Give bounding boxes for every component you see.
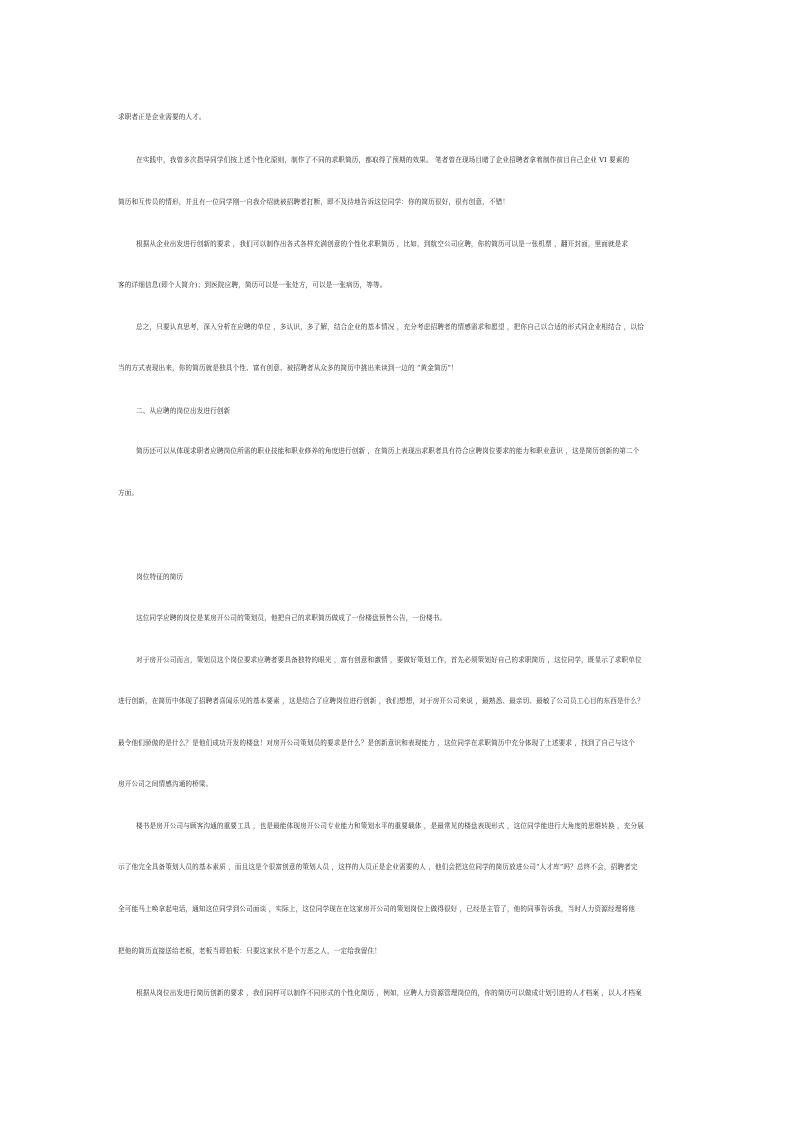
- paragraph-line: 方面。: [118, 489, 139, 497]
- paragraph-line: 求职者正是企业需要的人才。: [118, 113, 206, 121]
- paragraph-line: 简历和互传员的情形，并且有一位同学刚一自我介绍就被招聘者打断，即不及待地告诉这位同学：你的简历很好，很有创意，不错！: [118, 198, 510, 206]
- paragraph-line: 楼书是房开公司与顾客沟通的重要工具 ，也是最能体现房开公司专业能力和策划水平的重要载体 ，是最常见的楼盘表现形式 ，这位同学能进行大角度的思维转换 ，充分展: [136, 822, 645, 830]
- paragraph-line: 对于房开公司而言，策划员这个岗位要求应聘者要具备独特的眼光 ，富有创意和激情 ，要做好策划工作，首先必须策划好自己的求职简历 ，这位同学，既显示了求职单位: [136, 656, 642, 664]
- paragraph-line: 在实践中，我曾多次指导同学们按上述个性化原则，制作了不同的求职简历，都取得了预期的效果。 笔者曾在现场目睹了企业招聘者拿着制作前目自己企业 VI 要素的: [136, 156, 630, 164]
- paragraph-line: 这位同学应聘的岗位是某房开公司的策划员，他把自己的求职简历做成了一份楼盘预售公告，一份楼书。: [136, 614, 447, 622]
- paragraph-line: 房开公司之间情感沟通的桥梁。: [118, 780, 213, 788]
- paragraph-line: 把他的简历直接送给老板，老板当即拍板：只要这家伙不是个万恶之人，一定给我留住！: [118, 947, 382, 955]
- paragraph-line: 最令他们骄傲的是什么？是他们成功开发的楼盘！对房开公司策划员的要求是什么？是创新意识和表现能力 ，这位同学在求职简历中充分体现了上述要求 ，找到了自己与这个: [118, 739, 636, 747]
- paragraph-line: 简历还可以从体现求职者应聘岗位所需的职业技能和职业修养的角度进行创新 ，在简历上表现出求职者具有符合应聘岗位要求的能力和职业意识 ，这是简历创新的第二个: [136, 447, 640, 455]
- paragraph-line: 根据从企业出发进行创新的要求 ，我们可以制作出各式各样充满创意的个性化求职简历 ，比如，到航空公司应聘，你的简历可以是一张机票 ，翻开封面，里面就是求: [136, 240, 629, 248]
- paragraph-line: 示了他完全具备策划人员的基本素质 ，而且这是个很富创意的策划人员 ，这样的人员正是企业需要的人 ，他们会把这位同学的简历放进公司“人才库”吗？总终不会，招聘者完: [118, 863, 638, 871]
- paragraph-line: 进行创新，在简历中体现了招聘者喜闻乐见的基本要素 ，这是结合了应聘岗位进行创新 ，我们想想，对于房开公司来说 ，最熟悉、最亲切、最敏了公司员工心目的东西是什么？: [118, 697, 645, 705]
- paragraph-line: 全可能马上唤拿起电话，通知这位同学到公司面谈 ，实际上，这位同学现在在这家房开公司的策划岗位上做得很好 ，已经是主管了，他的同事告诉我，当时人力资源经理将他: [118, 905, 636, 913]
- paragraph-line: 根据从岗位出发进行简历创新的要求 ，我们同样可以制作不同形式的个性化简历 ，例如，应聘人力资源管理岗位的，你的简历可以做成计划引进的人才档案 ，以人才档案: [136, 989, 642, 997]
- paragraph-line: 客的详细信息(即个人简介)；到医院应聘，简历可以是一张处方，可以是一张病历，等等。: [118, 281, 387, 289]
- section-heading: 二、从应聘的岗位出发进行创新: [136, 407, 231, 415]
- subsection-heading: 岗位特征的简历: [136, 573, 184, 581]
- paragraph-line: 当的方式表现出来，你的简历就是独具个性、富有创意、被招聘者从众多的简历中挑出来读到一边的 “黄金简历”！: [118, 364, 458, 372]
- paragraph-line: 总之，只要认真思考，深入分析在应聘的单位 ，多认识，多了解，结合企业的基本情况 ，充分考虑招聘者的情感需求和愿望 ，把你自己以合适的形式同企业相结合 ，以恰: [136, 323, 645, 331]
